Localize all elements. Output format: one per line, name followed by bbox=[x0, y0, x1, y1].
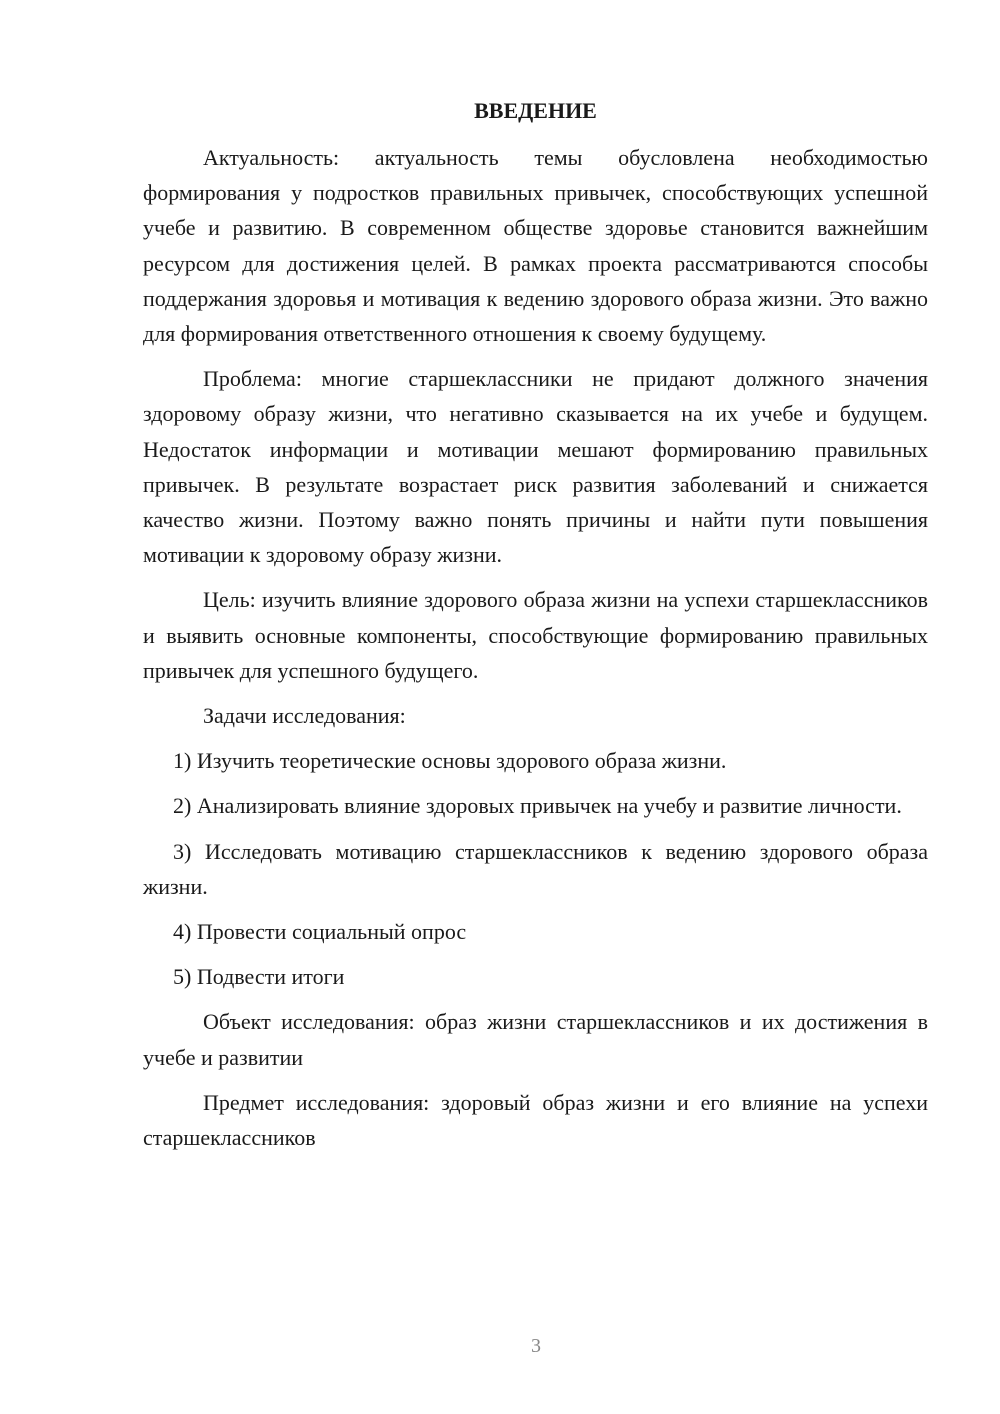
task-item-1: 1) Изучить теоретические основы здорового образа жизни. bbox=[173, 748, 727, 774]
page-content bbox=[143, 96, 928, 1165]
subject-paragraph: Предмет исследования: здоровый образ жизни и его влияние на успехи старшеклассников bbox=[143, 1089, 928, 1151]
page-title: ВВЕДЕНИЕ bbox=[474, 98, 597, 123]
task-item-3: 3) Исследовать мотивацию старшеклассников к ведению здорового образа жизни. bbox=[143, 838, 928, 899]
relevance-paragraph: Актуальность: актуальность темы обусловлена необходимостью формирования у подростков правильных привычек, способствующих успешной учебе и развитию. В современном обществе здоровье становится важнейшим ресурсом для достижения целей. В рамках проекта рассматриваются способы поддержания здоровья и мотивация к ведению здорового образа жизни. Это важно для формирования ответственного отношения к своему будущему. bbox=[143, 145, 928, 347]
problem-paragraph: Проблема: многие старшеклассники не придают должного значения здоровому образу жизни, что негативно сказывается на их учебе и будущем. Недостаток информации и мотивации мешают формированию правильных привычек. В результате возрастает риск развития заболеваний и снижается качество жизни. Поэтому важно понять причины и найти пути повышения мотивации к здоровому образу жизни. bbox=[143, 366, 928, 568]
task-item-2: 2) Анализировать влияние здоровых привычек на учебу и развитие личности. bbox=[173, 793, 902, 819]
goal-paragraph: Цель: изучить влияние здорового образа жизни на успехи старшеклассников и выявить основные компоненты, способствующие формированию правильных привычек для успешного будущего. bbox=[143, 587, 928, 683]
task-item-5: 5) Подвести итоги bbox=[173, 964, 345, 990]
task-item-4: 4) Провести социальный опрос bbox=[173, 919, 467, 945]
object-paragraph: Объект исследования: образ жизни старшеклассников и их достижения в учебе и развитии bbox=[143, 1009, 928, 1070]
page-number: 3 bbox=[531, 1335, 541, 1357]
tasks-heading: Задачи исследования: bbox=[203, 703, 406, 729]
